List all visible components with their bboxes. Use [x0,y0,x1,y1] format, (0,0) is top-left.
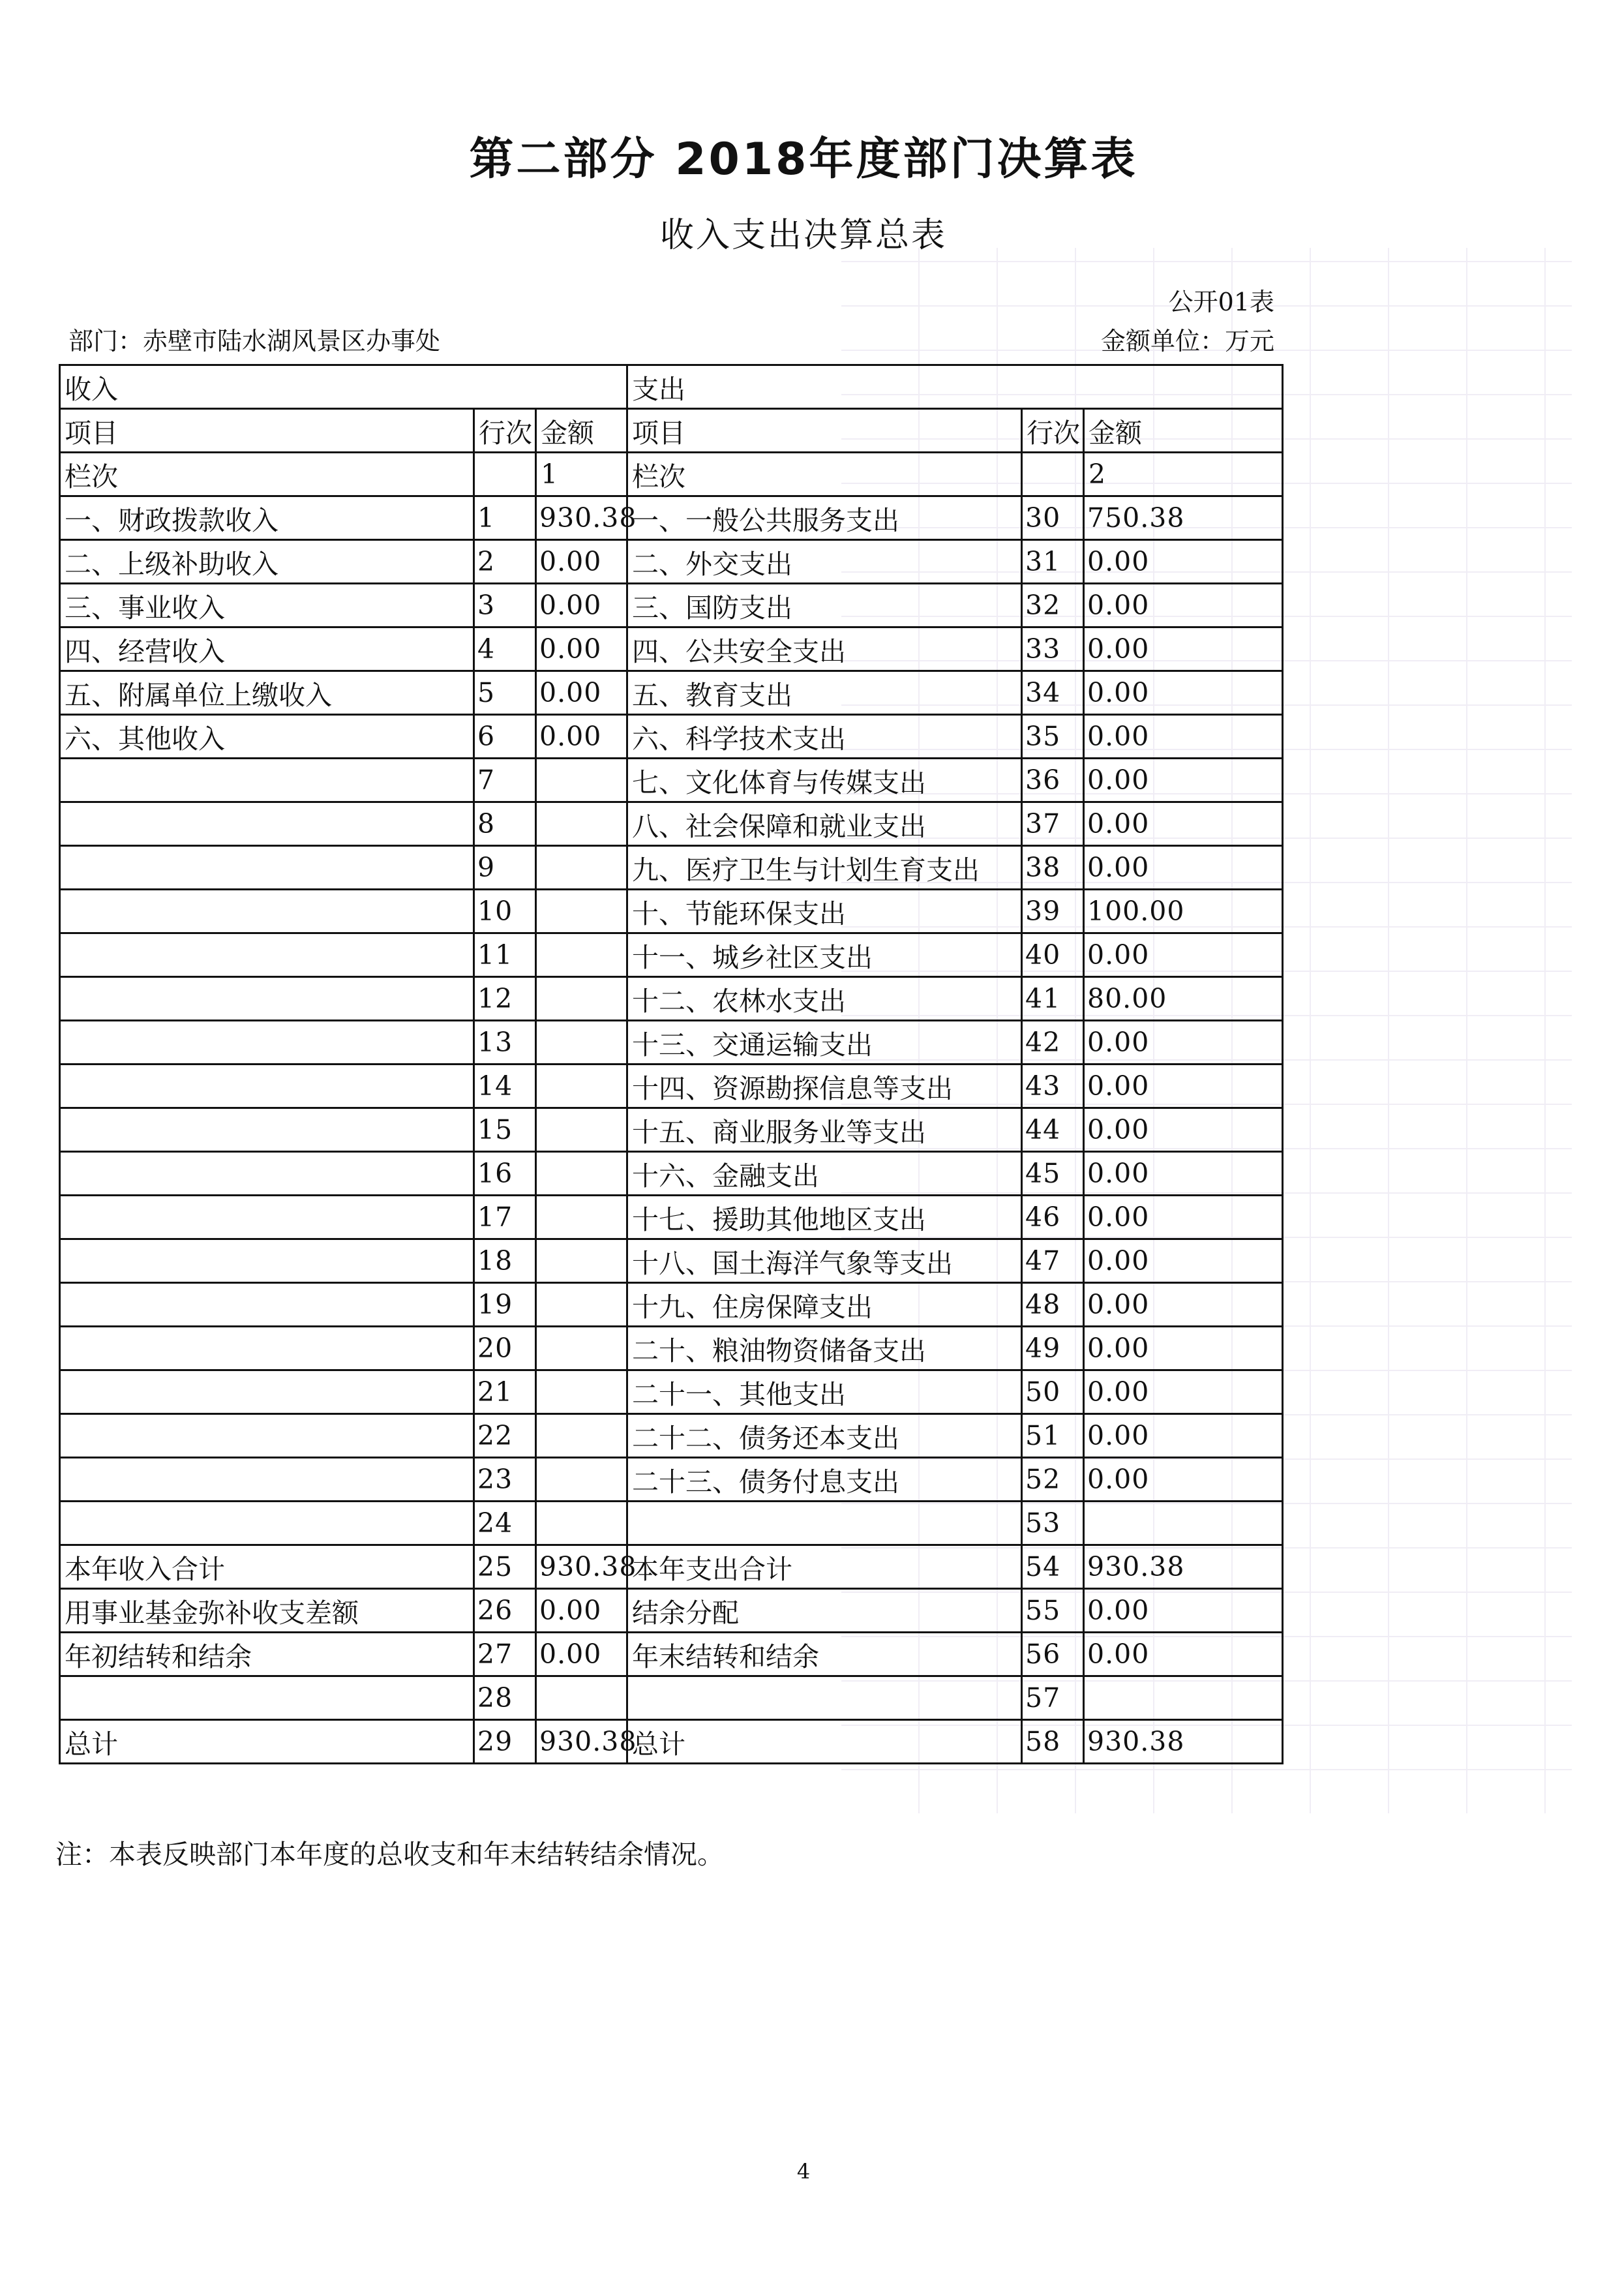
income-expense-table [59,364,1284,1764]
expense-line-header: 行次 [1022,409,1084,453]
income-line-cell: 10 [474,890,536,933]
table-row [60,627,1283,671]
expense-line-cell: 54 [1022,1545,1084,1589]
table-row [60,1676,1283,1720]
income-item-cell [60,1414,474,1458]
income-item-cell [60,1283,474,1327]
income-line-cell: 2 [474,540,536,584]
expense-line-cell: 38 [1022,846,1084,890]
table-row [60,1502,1283,1545]
header-row-column-numbers [60,453,1283,496]
income-column-number: 1 [536,453,627,496]
expense-amount-cell: 0.00 [1084,627,1283,671]
table-row [60,496,1283,540]
table-row [60,890,1283,933]
header-row-sections [60,365,1283,409]
table-row [60,1152,1283,1196]
income-line-cell: 18 [474,1239,536,1283]
expense-amount-cell: 0.00 [1084,1108,1283,1152]
income-item-cell [60,1458,474,1502]
expense-amount-cell: 0.00 [1084,1065,1283,1108]
income-amount-cell [536,1283,627,1327]
expense-amount-header: 金额 [1084,409,1283,453]
expense-line-cell: 30 [1022,496,1084,540]
table-row [60,1458,1283,1502]
income-amount-cell: 0.00 [536,584,627,627]
expense-amount-cell: 0.00 [1084,671,1283,715]
income-amount-cell [536,759,627,802]
income-line-cell: 4 [474,627,536,671]
income-amount-cell: 0.00 [536,540,627,584]
income-line-cell: 27 [474,1633,536,1676]
income-amount-cell [536,802,627,846]
table-row [60,1633,1283,1676]
expense-amount-cell: 0.00 [1084,802,1283,846]
expense-line-cell: 57 [1022,1676,1084,1720]
expense-item-cell: 四、公共安全支出 [627,627,1022,671]
table-row [60,1589,1283,1633]
expense-amount-cell: 0.00 [1084,715,1283,759]
expense-section-header: 支出 [627,365,1283,409]
expense-item-cell [627,1676,1022,1720]
income-amount-cell [536,846,627,890]
income-amount-cell: 930.38 [536,1545,627,1589]
expense-item-cell: 二、外交支出 [627,540,1022,584]
expense-line-cell: 56 [1022,1633,1084,1676]
income-amount-cell [536,1152,627,1196]
income-amount-cell: 930.38 [536,1720,627,1764]
income-item-cell: 五、附属单位上缴收入 [60,671,474,715]
expense-amount-cell: 0.00 [1084,1458,1283,1502]
table-row [60,759,1283,802]
income-item-cell: 总计 [60,1720,474,1764]
income-line-cell: 14 [474,1065,536,1108]
income-item-cell: 用事业基金弥补收支差额 [60,1589,474,1633]
expense-amount-cell: 0.00 [1084,1239,1283,1283]
income-amount-cell [536,1370,627,1414]
expense-line-cell: 50 [1022,1370,1084,1414]
income-line-cell: 6 [474,715,536,759]
page-number: 4 [796,2159,811,2184]
table-row [60,802,1283,846]
expense-amount-cell: 930.38 [1084,1545,1283,1589]
expense-amount-cell: 0.00 [1084,1370,1283,1414]
table-row [60,846,1283,890]
income-item-cell: 年初结转和结余 [60,1633,474,1676]
expense-line-cell: 55 [1022,1589,1084,1633]
expense-amount-cell: 930.38 [1084,1720,1283,1764]
income-amount-cell: 930.38 [536,496,627,540]
expense-line-cell: 48 [1022,1283,1084,1327]
income-line-cell: 24 [474,1502,536,1545]
table-row [60,1414,1283,1458]
income-line-cell: 23 [474,1458,536,1502]
expense-item-cell: 一、一般公共服务支出 [627,496,1022,540]
expense-amount-cell: 0.00 [1084,759,1283,802]
expense-item-cell: 七、文化体育与传媒支出 [627,759,1022,802]
expense-amount-cell: 100.00 [1084,890,1283,933]
income-item-cell: 六、其他收入 [60,715,474,759]
expense-item-cell: 十五、商业服务业等支出 [627,1108,1022,1152]
department-label: 部门：赤壁市陆水湖风景区办事处 [68,327,441,355]
expense-amount-cell: 0.00 [1084,1327,1283,1370]
income-line-cell: 1 [474,496,536,540]
income-item-cell [60,1021,474,1065]
income-item-cell [60,1502,474,1545]
income-line-cell: 29 [474,1720,536,1764]
income-amount-cell: 0.00 [536,715,627,759]
table-row [60,540,1283,584]
income-item-cell [60,846,474,890]
expense-item-cell [627,1502,1022,1545]
expense-line-cell: 45 [1022,1152,1084,1196]
income-item-cell: 三、事业收入 [60,584,474,627]
table-row [60,1720,1283,1764]
income-amount-cell: 0.00 [536,627,627,671]
table-row [60,671,1283,715]
income-item-header: 项目 [60,409,474,453]
income-line-cell: 22 [474,1414,536,1458]
income-line-cell: 20 [474,1327,536,1370]
income-item-cell [60,1370,474,1414]
page-title: 第二部分 2018年度部门决算表 [469,134,1138,185]
expense-amount-cell: 80.00 [1084,977,1283,1021]
income-amount-cell [536,1065,627,1108]
expense-amount-cell: 0.00 [1084,933,1283,977]
table-subtitle: 收入支出决算总表 [659,216,947,255]
income-line-cell: 15 [474,1108,536,1152]
income-item-cell [60,1065,474,1108]
expense-line-cell: 36 [1022,759,1084,802]
table-row [60,1283,1283,1327]
table-row [60,977,1283,1021]
expense-line-cell: 42 [1022,1021,1084,1065]
expense-item-cell: 十二、农林水支出 [627,977,1022,1021]
income-item-cell [60,1327,474,1370]
expense-amount-cell: 0.00 [1084,1196,1283,1239]
expense-item-header: 项目 [627,409,1022,453]
expense-item-cell: 总计 [627,1720,1022,1764]
income-item-cell [60,890,474,933]
income-line-cell: 25 [474,1545,536,1589]
income-amount-cell [536,1414,627,1458]
expense-item-cell: 三、国防支出 [627,584,1022,627]
header-row-columns [60,409,1283,453]
income-amount-cell: 0.00 [536,1633,627,1676]
table-row [60,584,1283,627]
income-item-cell: 二、上级补助收入 [60,540,474,584]
income-amount-cell [536,1108,627,1152]
expense-line-cell: 46 [1022,1196,1084,1239]
income-line-cell: 16 [474,1152,536,1196]
income-line-cell: 12 [474,977,536,1021]
income-amount-cell [536,1239,627,1283]
expense-line-cell: 35 [1022,715,1084,759]
expense-line-cell: 47 [1022,1239,1084,1283]
expense-column-label: 栏次 [627,453,1022,496]
expense-item-cell: 二十三、债务付息支出 [627,1458,1022,1502]
income-amount-cell [536,933,627,977]
table-row [60,1065,1283,1108]
expense-item-cell: 五、教育支出 [627,671,1022,715]
expense-line-blank [1022,453,1084,496]
table-row [60,1239,1283,1283]
income-item-cell [60,1676,474,1720]
expense-amount-cell: 0.00 [1084,846,1283,890]
income-item-cell [60,1152,474,1196]
expense-line-cell: 31 [1022,540,1084,584]
expense-item-cell: 二十、粮油物资储备支出 [627,1327,1022,1370]
income-amount-header: 金额 [536,409,627,453]
expense-line-cell: 49 [1022,1327,1084,1370]
expense-amount-cell: 0.00 [1084,1633,1283,1676]
expense-line-cell: 58 [1022,1720,1084,1764]
expense-amount-cell: 0.00 [1084,584,1283,627]
expense-line-cell: 51 [1022,1414,1084,1458]
income-line-cell: 7 [474,759,536,802]
income-line-cell: 19 [474,1283,536,1327]
income-item-cell [60,1239,474,1283]
income-amount-cell [536,1327,627,1370]
income-line-cell: 13 [474,1021,536,1065]
expense-amount-cell [1084,1676,1283,1720]
income-item-cell [60,1108,474,1152]
income-amount-cell [536,1676,627,1720]
income-line-cell: 17 [474,1196,536,1239]
income-line-cell: 8 [474,802,536,846]
expense-item-cell: 八、社会保障和就业支出 [627,802,1022,846]
expense-amount-cell: 0.00 [1084,540,1283,584]
footnote: 注：本表反映部门本年度的总收支和年末结转结余情况。 [55,1839,724,1870]
amount-unit-label: 金额单位：万元 [1100,327,1274,355]
expense-amount-cell: 0.00 [1084,1152,1283,1196]
expense-item-cell: 年末结转和结余 [627,1633,1022,1676]
income-item-cell [60,1196,474,1239]
income-amount-cell [536,1196,627,1239]
income-item-cell: 本年收入合计 [60,1545,474,1589]
expense-amount-cell: 0.00 [1084,1021,1283,1065]
income-line-cell: 5 [474,671,536,715]
expense-amount-cell: 0.00 [1084,1589,1283,1633]
income-line-header: 行次 [474,409,536,453]
expense-line-cell: 40 [1022,933,1084,977]
expense-line-cell: 39 [1022,890,1084,933]
expense-line-cell: 41 [1022,977,1084,1021]
expense-line-cell: 34 [1022,671,1084,715]
expense-line-cell: 52 [1022,1458,1084,1502]
expense-amount-cell [1084,1502,1283,1545]
expense-item-cell: 十三、交通运输支出 [627,1021,1022,1065]
table-row [60,1196,1283,1239]
table-code: 公开01表 [1168,288,1274,316]
income-amount-cell [536,1021,627,1065]
income-item-cell [60,933,474,977]
expense-item-cell: 十八、国土海洋气象等支出 [627,1239,1022,1283]
expense-item-cell: 十一、城乡社区支出 [627,933,1022,977]
expense-amount-cell: 0.00 [1084,1414,1283,1458]
expense-line-cell: 32 [1022,584,1084,627]
income-amount-cell: 0.00 [536,671,627,715]
expense-line-cell: 37 [1022,802,1084,846]
table-row [60,1545,1283,1589]
income-amount-cell [536,1502,627,1545]
income-line-cell: 28 [474,1676,536,1720]
expense-amount-cell: 0.00 [1084,1283,1283,1327]
expense-line-cell: 43 [1022,1065,1084,1108]
income-line-cell: 26 [474,1589,536,1633]
table-row [60,1370,1283,1414]
income-amount-cell: 0.00 [536,1589,627,1633]
expense-item-cell: 十九、住房保障支出 [627,1283,1022,1327]
income-amount-cell [536,1458,627,1502]
expense-line-cell: 53 [1022,1502,1084,1545]
income-item-cell [60,802,474,846]
expense-item-cell: 九、医疗卫生与计划生育支出 [627,846,1022,890]
expense-item-cell: 十六、金融支出 [627,1152,1022,1196]
income-amount-cell [536,890,627,933]
table-row [60,1327,1283,1370]
expense-item-cell: 十、节能环保支出 [627,890,1022,933]
income-item-cell [60,977,474,1021]
expense-item-cell: 结余分配 [627,1589,1022,1633]
expense-item-cell: 本年支出合计 [627,1545,1022,1589]
expense-amount-cell: 750.38 [1084,496,1283,540]
table-row [60,1108,1283,1152]
table-row [60,1021,1283,1065]
expense-item-cell: 二十一、其他支出 [627,1370,1022,1414]
income-item-cell: 四、经营收入 [60,627,474,671]
income-line-blank [474,453,536,496]
expense-line-cell: 44 [1022,1108,1084,1152]
income-line-cell: 9 [474,846,536,890]
table-row [60,933,1283,977]
expense-item-cell: 十七、援助其他地区支出 [627,1196,1022,1239]
expense-item-cell: 二十二、债务还本支出 [627,1414,1022,1458]
expense-line-cell: 33 [1022,627,1084,671]
income-item-cell [60,759,474,802]
income-amount-cell [536,977,627,1021]
table-row [60,715,1283,759]
expense-item-cell: 十四、资源勘探信息等支出 [627,1065,1022,1108]
income-line-cell: 3 [474,584,536,627]
income-line-cell: 21 [474,1370,536,1414]
income-line-cell: 11 [474,933,536,977]
expense-column-number: 2 [1084,453,1283,496]
income-item-cell: 一、财政拨款收入 [60,496,474,540]
income-column-label: 栏次 [60,453,474,496]
income-section-header: 收入 [60,365,627,409]
expense-item-cell: 六、科学技术支出 [627,715,1022,759]
